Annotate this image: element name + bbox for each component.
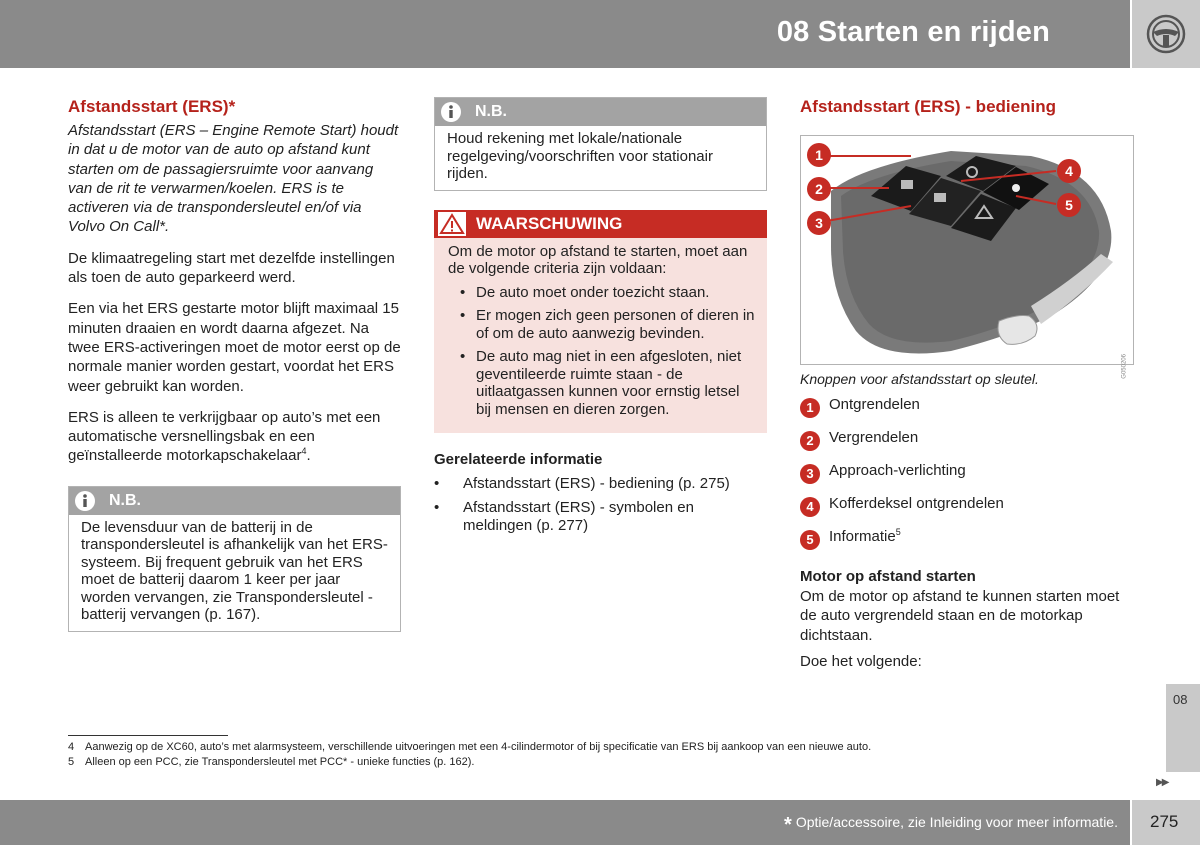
legend-item-trunk — [800, 495, 1135, 515]
chapter-side-tab[interactable] — [1166, 684, 1200, 772]
footnote-text: Alleen op een PCC, zie Transpondersleutel met PCC* - unieke functies (p. 162). — [85, 756, 475, 768]
note-text: De levensduur van de batterij in de transpondersleutel is afhankelijk van het ERS-systeem. Bij frequent gebruik van het ERS moet de batterij daarom 1 keer per jaar worden vervangen, zie Transpondersleutel - batterij vervangen (p. 167). — [81, 518, 388, 624]
column-3 — [800, 97, 1135, 671]
callout-5-label: 5 — [1065, 197, 1073, 213]
callout-3-label: 3 — [815, 215, 823, 231]
paragraph: De klimaatregeling start met dezelfde instellingen als toen de auto geparkeerd werd. — [68, 249, 395, 287]
paragraph-with-footnote — [68, 408, 401, 466]
sub-heading-remote-start: Motor op afstand starten — [800, 568, 976, 585]
intro-text: Afstandsstart (ERS – Engine Remote Start) houdt in dat u de motor van de auto op afstand kunt starten om de passagiersruimte voor aanvang van de rit te verwarmen/koelen. ERS is te activeren via de transpondersleutel en/of via Volvo On Call*. — [68, 122, 399, 236]
legend-text — [829, 528, 901, 546]
footnote-number: 5 — [68, 756, 75, 768]
warning-box — [434, 210, 767, 434]
footnote-text: Aanwezig op de XC60, auto’s met alarmsysteem, verschillende uitvoeringen met een 4-cilindermotor of bij specificatie van ERS bij aankoop van een nieuwe auto. — [85, 741, 872, 753]
footer-note — [784, 814, 1118, 837]
page-header — [0, 0, 1130, 68]
list-item: • De auto mag niet in een afgesloten, niet geventileerde ruimte staan - de uitlaatgassen kunnen voor ernstig letsel bij mensen en dieren zorgen. — [448, 348, 757, 418]
warning-list — [448, 284, 757, 419]
footer-note-text: Optie/accessoire, zie Inleiding voor meer informatie. — [795, 814, 1118, 830]
legend-text: Approach-verlichting — [829, 462, 966, 479]
warning-triangle-icon — [438, 212, 466, 236]
note-label: N.B. — [475, 103, 507, 120]
callout-2-label: 2 — [815, 181, 823, 197]
related-link[interactable]: • Afstandsstart (ERS) - symbolen en meldingen (p. 277) — [434, 499, 767, 535]
info-icon — [74, 490, 96, 512]
paragraph: Doe het volgende: — [800, 652, 922, 670]
column-2 — [434, 97, 767, 535]
footnote-ref[interactable]: 5 — [895, 527, 901, 537]
section-heading-ers: Afstandsstart (ERS)* — [68, 97, 236, 116]
note-label: N.B. — [109, 491, 141, 509]
callout-4-label: 4 — [1065, 163, 1073, 179]
page-footer — [0, 800, 1130, 845]
paragraph-text: ERS is alleen te verkrijgbaar op auto’s met een automatische versnellingsbak en een geïnstalleerde motorkapschakelaar — [68, 408, 381, 465]
related-link[interactable]: • Afstandsstart (ERS) - bediening (p. 275) — [434, 475, 767, 493]
legend-text-main: Informatie — [829, 528, 896, 545]
column-1 — [68, 97, 401, 632]
warning-intro: Om de motor op afstand te starten, moet aan de volgende criteria zijn voldaan: — [448, 242, 748, 277]
figure-caption: Knoppen voor afstandsstart op sleutel. — [800, 371, 1039, 387]
warning-body — [434, 238, 767, 434]
related-list — [434, 475, 767, 535]
page-number: 275 — [1150, 812, 1179, 831]
info-icon — [440, 101, 462, 123]
figure-code: G050206 — [1122, 354, 1128, 379]
footer-star: * — [784, 814, 792, 836]
paragraph: Om de motor op afstand te kunnen starten moet de auto vergrendeld staan en de motorkap dichtstaan. — [800, 588, 1120, 644]
list-item: • Er mogen zich geen personen of dieren in of om de auto aanwezig bevinden. — [448, 307, 757, 342]
list-item: • De auto moet onder toezicht staan. — [448, 284, 757, 302]
note-box-idling — [434, 97, 767, 191]
paragraph: Een via het ERS gestarte motor blijft maximaal 15 minuten draaien en wordt daarna afgezet. Na twee ERS-activeringen moet de motor eerst op de normale manier worden gestart, voordat het ERS weer gebruikt kan worden. — [68, 300, 401, 395]
legend-text: Kofferdeksel ontgrendelen — [829, 495, 1004, 512]
warning-icon-box — [438, 212, 466, 236]
legend-item-lock — [800, 429, 1135, 449]
legend-item-approach-light — [800, 462, 1135, 482]
warning-header — [434, 210, 767, 238]
footnote-ref[interactable]: 4 — [301, 446, 307, 457]
legend-item-unlock — [800, 396, 1135, 416]
chapter-title: 08 Starten en rijden — [776, 16, 1050, 48]
note-box-battery — [68, 486, 401, 632]
note-header — [69, 487, 400, 515]
footnote-4 — [68, 740, 871, 754]
footnote-5 — [68, 755, 474, 769]
legend-number: 1 — [800, 398, 820, 418]
legend-list — [800, 396, 1135, 548]
note-text: Houd rekening met lokale/nationale regelgeving/voorschriften voor stationair rijden. — [447, 130, 713, 182]
page-number-box — [1132, 800, 1200, 845]
legend-number: 5 — [800, 530, 820, 550]
legend-number: 2 — [800, 431, 820, 451]
legend-text: Vergrendelen — [829, 429, 919, 446]
footnote-number: 4 — [68, 741, 75, 753]
next-page-arrows-icon[interactable]: ▶▶ — [1156, 777, 1168, 788]
legend-text: Ontgrendelen — [829, 396, 920, 413]
side-tab-label: 08 — [1173, 692, 1188, 707]
key-fob-illustration — [801, 136, 1135, 366]
footnote-divider — [68, 735, 228, 736]
note-header — [435, 98, 766, 126]
legend-number: 4 — [800, 497, 820, 517]
callout-1-label: 1 — [815, 147, 823, 163]
legend-item-information — [800, 528, 1135, 548]
paragraph-end: . — [306, 447, 311, 465]
section-heading-operation: Afstandsstart (ERS) - bediening — [800, 97, 1056, 116]
legend-number: 3 — [800, 464, 820, 484]
related-heading: Gerelateerde informatie — [434, 451, 603, 468]
warning-label: WAARSCHUWING — [476, 213, 623, 233]
steering-wheel-icon — [1145, 13, 1187, 55]
chapter-icon-box — [1132, 0, 1200, 68]
